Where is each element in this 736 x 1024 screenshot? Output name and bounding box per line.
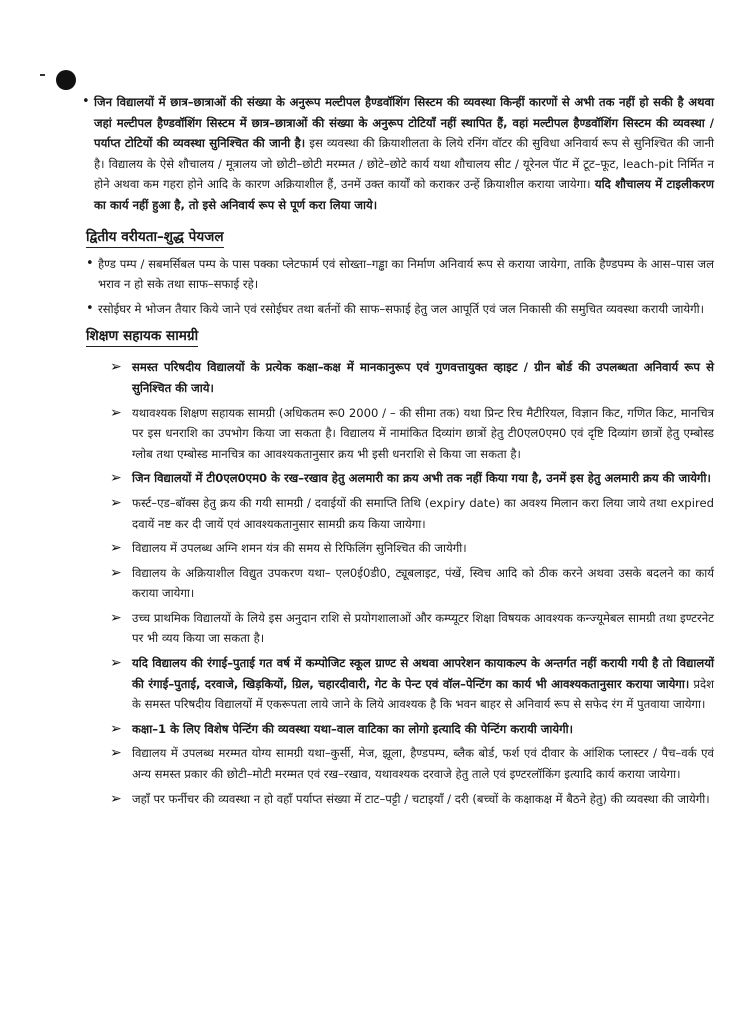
list-item-text: जिन विद्यालयों में टी0एल0एम0 के रख–रखाव हेतु अलमारी का क्रय अभी तक नहीं किया गया है, उनमें इस हेतु अलमारी क्रय की जायेगी। [132,471,711,486]
list-item [110,719,714,740]
list-item-text: कक्षा–1 के लिए विशेष पेन्टिंग की व्यवस्था यथा–वाल वाटिका का लोगो इत्यादि की पेन्टिंग करायी जायेगी। [132,721,573,736]
list-item [110,403,714,465]
arrow-bullet-icon: ➢ [110,655,122,672]
arrow-bullet-icon: ➢ [110,745,122,762]
main-paragraph-text [94,92,714,216]
list-item-text: विद्यालय के अक्रियाशील विद्युत उपकरण यथा– एल0ई0डी0, ट्यूबलाइट, पंखें, स्विच आदि को ठीक करने अथवा उसके बदलने का कार्य कराया जायेगा। [132,565,714,601]
water-heading-wrap [86,226,714,248]
list-item-bold-text: यदि विद्यालय की रंगाई–पुताई गत वर्ष में कम्पोजिट स्कूल ग्राण्ट से अथवा आपरेशन कायाकल्प के अन्तर्गत नहीं करायी गयी है तो विद्यालयों की रंगाई–पुताई, दरवाजे, खिड़कियों, ग्रिल, चहारदीवारी, गेट के पेन्ट एवं वॉल–पेन्टिंग का कार्य भी आवश्यकतानुसार कराया जायेगा। [132,656,714,691]
list-item-text: समस्त परिषदीय विद्यालयों के प्रत्येक कक्षा–कक्ष में मानकानुरूप एवं गुणवत्तायुक्त व्हाइट / ग्रीन बोर्ड की उपलब्धता अनिवार्य रूप से सुनिश्चित की जाये। [132,360,714,395]
arrow-bullet-icon: ➢ [110,404,122,421]
bullet-icon: • [86,300,94,316]
arrow-bullet-icon: ➢ [110,609,122,626]
main-normal-text: इस व्यवस्था की क्रियाशीलता के लिये रनिंग वॉटर की सुविधा अनिवार्य रूप से सुनिश्चित की जानी है। विद्यालय के ऐसे शौचालय / मूत्रालय जो छोटी–छोटी मरम्मत / छोटे–छोटे कार्य यथा शौचालय सीट / यूरेनल पॅाट में टूट–फूट, leach-pit निर्मित न होने अथवा कम गहरा होने आदि के कारण अक्रियाशील हैं, उनमें उक्त कार्यों को कराकर उन्हें क्रियाशील कराया जायेगा। [94,136,714,192]
list-item-text: यथावश्यक शिक्षण सहायक सामग्री (अधिकतम रू0 2000 / – की सीमा तक) यथा प्रिन्ट रिच मैटीरियल, विज्ञान किट, गणित किट, मानचित्र पर इस धनराशि का उपभोग किया जा सकता है। विद्यालय में नामांकित दिव्यांग छात्रों हेतु टी0एल0एम0 एवं दृष्टि दिव्यांग छात्रों हेतु एम्बोस्ड ग्लोब तथा एम्बोस्ड मानचित्र का आवश्यकतानुसार क्रय भी इसी धनराशि से किया जा सकता है। [132,405,714,461]
list-item-text: उच्च प्राथमिक विद्यालयों के लिये इस अनुदान राशि से प्रयोगशालाओं और कम्प्यूटर शिक्षा विषयक आवश्यक कन्ज्यूमेबल सामग्री तथा इण्टरनेट पर भी व्यय किया जा सकता है। [132,610,714,646]
list-item [110,538,714,559]
list-item [110,468,714,489]
main-bold-end-text: यदि शौचालय में टाइलीकरण का कार्य नहीं हुआ है, तो इसे अनिवार्य रूप से पूर्ण करा लिया जाये। [94,177,714,212]
list-item [88,299,714,320]
material-list [84,357,714,809]
list-item [88,254,714,295]
bullet-icon: • [86,255,94,271]
water-heading: द्वितीय वरीयता–शुद्ध पेयजल [86,228,224,248]
list-item-text: विद्यालय में उपलब्ध मरम्मत योग्य सामग्री यथा–कुर्सी, मेज, झूला, हैण्डपम्प, ब्लैक बोर्ड, फर्श एवं दीवार के आंशिक प्लास्टर / पैच–वर्क एवं अन्य समस्त प्रकार की छोटी–मोटी मरम्मत एवं रख–रखाव, यथावश्यक दरवाजे हेतु ताले एवं इण्टरलॉकिंग इत्यादि कार्य कराया जायेगा। [132,746,714,782]
list-item-text: रसोईघर मे भोजन तैयार किये जाने एवं रसोईघर तथा बर्तनों की साफ–सफाई हेतु जल आपूर्ति एवं जल निकासी की समुचित व्यवस्था करायी जायेगी। [98,301,705,316]
list-item-text: विद्यालय में उपलब्ध अग्नि शमन यंत्र की समय से रिफिलिंग सुनिश्चित की जायेगी। [132,541,467,556]
material-heading-wrap [86,325,714,347]
main-paragraph [84,92,714,216]
material-heading: शिक्षण सहायक सामग्री [86,327,198,347]
main-bold-text: जिन विद्यालयों में छात्र–छात्राओं की संख्या के अनुरूप मल्टीपल हैण्डवॉशिंग सिस्टम की व्यवस्था किन्हीं कारणों से अभी तक नहीं हो सकी है अथवा जहां मल्टीपल हैण्डवॉशिंग सिस्टम में छात्र–छात्राओं की संख्या के अनुरूप टोटियाँ नहीं स्थापित हैं, वहां मल्टीपल हैण्डवॉशिंग सिस्टम की व्यवस्था / पर्याप्त टोटियों की व्यवस्था सुनिश्चित की जानी है। [94,95,714,151]
list-item [110,608,714,649]
arrow-bullet-icon: ➢ [110,790,122,807]
list-item-text [132,653,714,715]
list-item [110,789,714,810]
list-item [110,563,714,604]
arrow-bullet-icon: ➢ [110,720,122,737]
ink-mark [40,74,45,76]
arrow-bullet-icon: ➢ [110,494,122,511]
ink-dot [56,70,76,90]
list-item-normal-text: प्रदेश के समस्त परिषदीय विद्यालयों में एकरूपता लाये जाने के लिये आवश्यक है कि भवन बाहर से अनिवार्य रूप से सफेद रंग में पुतवाया जायेगा। [132,676,714,712]
water-list [88,254,714,320]
list-item [110,493,714,534]
list-item [110,357,714,398]
arrow-bullet-icon: ➢ [110,470,122,487]
list-item-text: हैण्ड पम्प / सबमर्सिबल पम्प के पास पक्का प्लेटफार्म एवं सोख्ता–गड्ढा का निर्माण अनिवार्य रूप से कराया जायेगा, ताकि हैण्डपम्प के आस–पास जल भराव न हो सके तथा साफ–सफाई रहे। [98,256,714,292]
arrow-bullet-icon: ➢ [110,359,122,376]
list-item-text: फर्स्ट–एड–बॉक्स हेतु क्रय की गयी सामग्री / दवाईयों की समाप्ति तिथि (expiry date) का अवश्य मिलान करा लिया जाये तथा expired दवायें नष्ट कर दी जायें एवं आवश्यकतानुसार सामग्री क्रय किया जायेगा। [132,495,714,531]
list-item [110,653,714,715]
list-item-text: जहाँ पर फर्नीचर की व्यवस्था न हो वहाँ पर्याप्त संख्या में टाट–पट्टी / चटाइयाँ / दरी (बच्चों के कक्षाकक्ष में बैठने हेतु) की व्यवस्था की जायेगी। [132,791,710,806]
bullet-icon: • [82,94,90,109]
arrow-bullet-icon: ➢ [110,564,122,581]
arrow-bullet-icon: ➢ [110,540,122,557]
list-item [110,743,714,784]
